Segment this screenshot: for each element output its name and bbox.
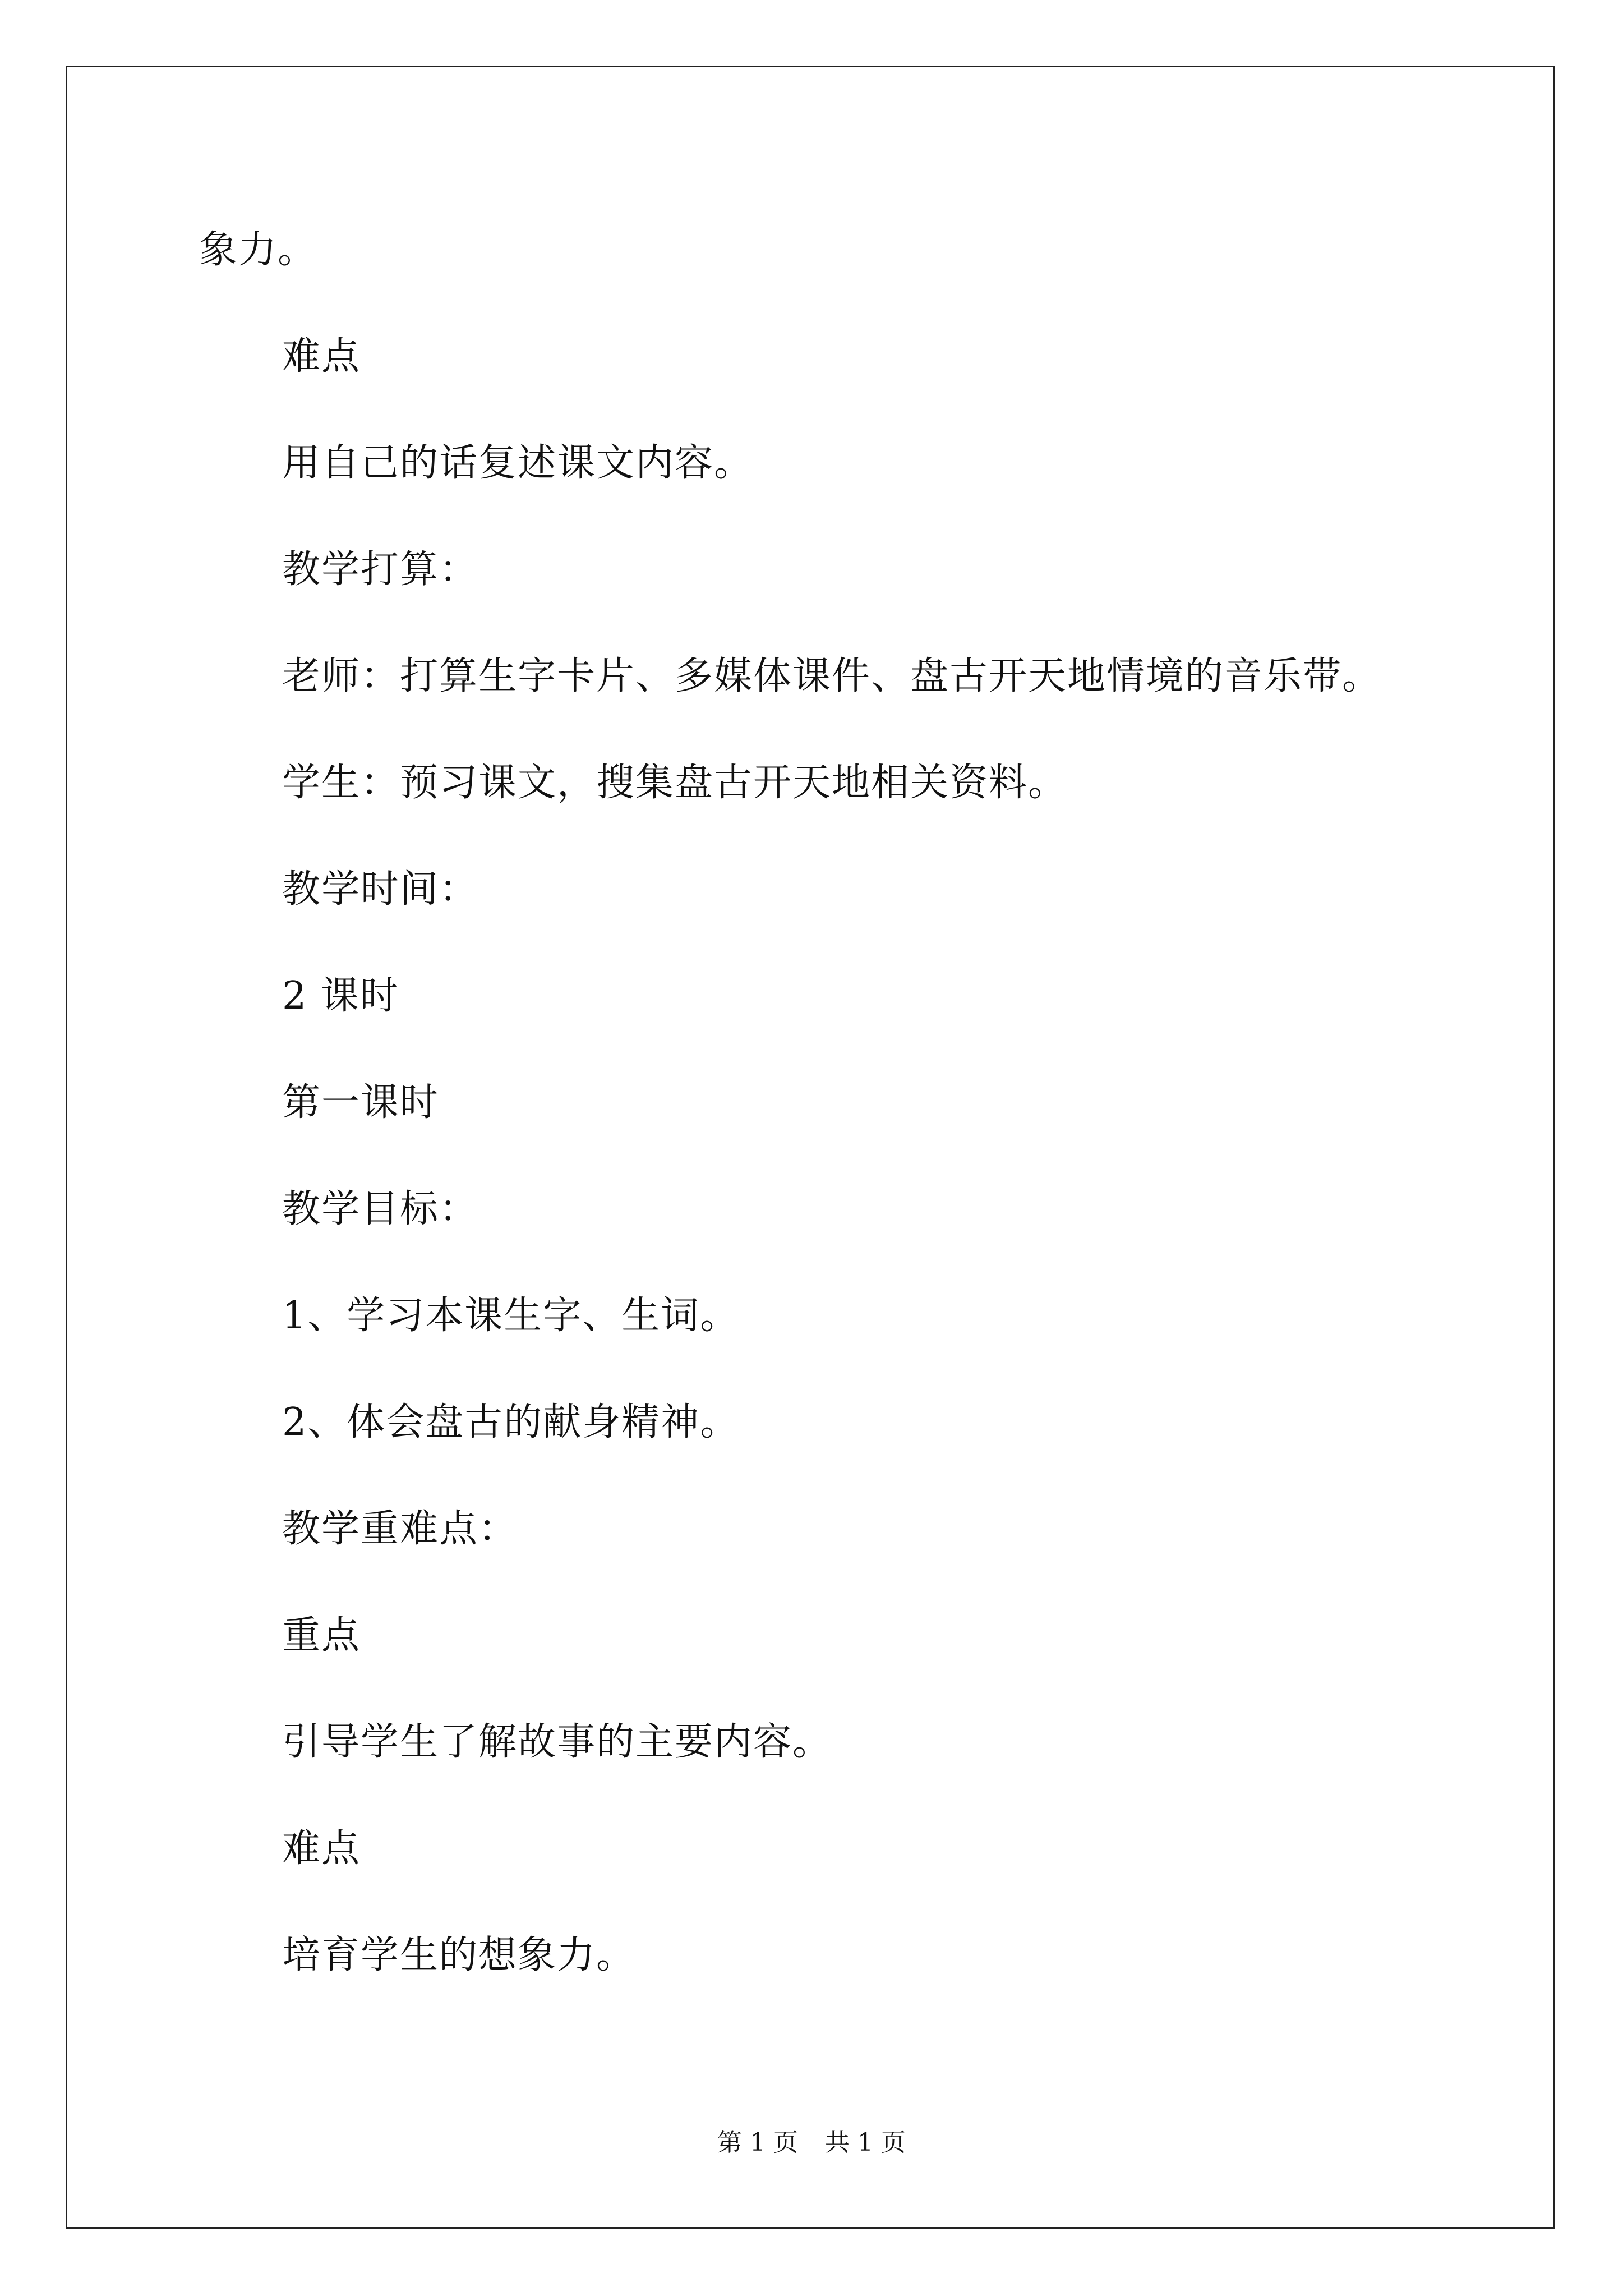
text-line-heading-preparation: 教学打算： xyxy=(282,547,479,592)
text-line: 引导学生了解故事的主要内容。 xyxy=(282,1720,832,1764)
text-line: 学生：预习课文，搜集盘古开天地相关资料。 xyxy=(282,761,1068,805)
page-number: 第 1 页 xyxy=(717,2128,798,2157)
text-line-continuation: 象力。 xyxy=(199,228,317,272)
text-line-heading-difficulty: 难点 xyxy=(282,1826,361,1871)
text-line-heading-key-points: 教学重难点： xyxy=(282,1507,518,1551)
text-line: 老师：打算生字卡片、多媒体课件、盘古开天地情境的音乐带。 xyxy=(282,654,1382,698)
page-frame xyxy=(66,66,1555,2229)
page-footer xyxy=(0,2128,1623,2157)
text-line-heading-focus: 重点 xyxy=(282,1613,361,1658)
text-line-heading-objectives: 教学目标： xyxy=(282,1187,479,1231)
text-line: 用自己的话复述课文内容。 xyxy=(282,441,754,485)
text-line-heading-lesson: 第一课时 xyxy=(282,1080,440,1125)
text-line-heading-difficulty: 难点 xyxy=(282,334,361,379)
text-line: 2 课时 xyxy=(282,974,399,1018)
text-line-heading-time: 教学时间： xyxy=(282,867,479,912)
text-line-list-item: 1、学习本课生字、生词。 xyxy=(282,1294,740,1338)
page-total: 共 1 页 xyxy=(825,2128,906,2157)
text-line: 培育学生的想象力。 xyxy=(282,1933,636,1977)
text-line-list-item: 2、体会盘古的献身精神。 xyxy=(282,1400,740,1444)
